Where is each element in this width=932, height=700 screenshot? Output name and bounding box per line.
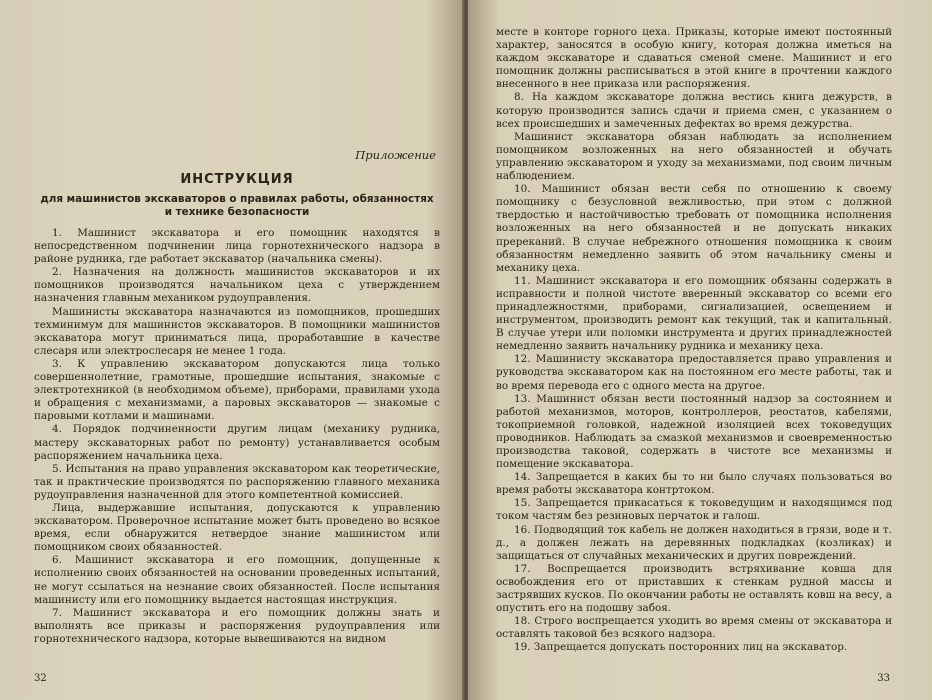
document-title: ИНСТРУКЦИЯ — [180, 172, 294, 187]
paragraph: 14. Запрещается в каких бы то ни было случаях пользоваться во время работы экскаватора контртоком. — [496, 471, 892, 497]
paragraph: 12. Машинисту экскаватора предоставляется право управления и руководства экскаватором как на постоянном его месте работы, так и во время перевода его с одного места на другое. — [496, 353, 892, 392]
page-number: 33 — [877, 673, 890, 684]
paragraph: месте в конторе горного цеха. Приказы, которые имеют постоянный характер, заносятся в особую книгу, которая должна иметься на каждом экскаваторе и сдаваться сменой смене. Машинист и его помощник должны расписываться в этой книге в прочтении каждого внесенного в нее приказа или распоряжения. — [496, 26, 892, 91]
paragraph: 2. Назначения на должность машинистов экскаваторов и их помощников производятся начальником цеха с утверждением назначения главным механиком рудоуправления. — [34, 266, 440, 305]
paragraph: Машинист экскаватора обязан наблюдать за исполнением помощником возложенных на него обязанностей и обучать управлению экскаватором и уходу за механизмами, под своим личным наблюдением. — [496, 130, 892, 183]
paragraph: 4. Порядок подчиненности другим лицам (механику рудника, мастеру экскаваторных работ по ремонту) устанавливается особым распоряжением начальника цеха. — [34, 423, 440, 462]
appendix-label: Приложение — [355, 148, 436, 162]
paragraph: 19. Запрещается допускать посторонних лиц на экскаватор. — [514, 641, 848, 654]
left-page — [0, 0, 464, 700]
paragraph: 10. Машинист обязан вести себя по отношению к своему помощнику с безусловной вежливостью, при этом с должной твердостью и настойчивостью требовать от помощника исполнения возложенных на него обязанностей и не допускать никаких пререканий. В случае небрежного отношения помощника к своим обязанностям немедленно заявить об этом начальнику смены и механику цеха. — [496, 183, 892, 274]
paragraph: 11. Машинист экскаватора и его помощник обязаны содержать в исправности и полной чистоте вверенный экскаватор со всеми его принадлежностями, приборами, сигнализацией, освещением и инструментом, производить ремонт как текущий, так и капитальный. В случае утери или поломки инструмента и других принадлежностей немедленно заявить начальнику рудника и механику цеха. — [496, 274, 892, 353]
paragraph: Машинисты экскаватора назначаются из помощников, прошедших техминимум для машинистов экскаваторов. В помощники машинистов экскаватора могут приниматься лица, проработавшие в качестве слесаря или электрослесаря не менее 1 года. — [34, 305, 440, 357]
paragraph: 6. Машинист экскаватора и его помощник, допущенные к исполнению своих обязанностей на основании проведенных испытаний, не могут ссылаться на незнание своих обязанностей. После испытания машинисту или его помощнику выдается настоящая инструкция. — [34, 554, 440, 606]
paragraph: 16. Подводящий ток кабель не должен находиться в грязи, воде и т. д., а должен лежать на деревянных подкладках (козликах) и защищаться от случайных механических и других повреждений. — [496, 523, 892, 562]
page-number: 32 — [34, 673, 47, 684]
paragraph: 5. Испытания на право управления экскаватором как теоретические, так и практические производятся по распоряжению главного механика рудоуправления назначенной для этого компетентной комиссией. — [34, 462, 440, 501]
paragraph: 18. Строго воспрещается уходить во время смены от экскаватора и оставлять таковой без всякого надзора. — [496, 615, 892, 641]
paragraph: Лица, выдержавшие испытания, допускаются к управлению экскаватором. Проверочное испытание может быть проведено во всякое время, если обнаружится нетвердое знание машинистом или помощником своих обязанностей. — [34, 501, 440, 554]
paragraph: 3. К управлению экскаватором допускаются лица только совершеннолетние, грамотные, прошедшие испытания, знакомые с электротехникой (в необходимом объеме), приборами, правилами ухода и обращения с механизмами, а паровых экскаваторов — знакомые с паровыми котлами и машинами. — [34, 357, 440, 423]
right-page — [468, 0, 932, 700]
paragraph: 15. Запрещается прикасаться к токоведущим и находящимся под током частям без резиновых перчаток и галош. — [496, 497, 892, 523]
paragraph: 13. Машинист обязан вести постоянный надзор за состоянием и работой механизмов, моторов, контроллеров, реостатов, кабелями, токоприемной головкой, надежной изоляцией всех токоведущих проводников. Наблюдать за смазкой механизмов и своевременностью производства таковой, содержать в чистоте все механизмы и помещение экскаватора. — [496, 392, 892, 471]
paragraph: 8. На каждом экскаваторе должна вестись книга дежурств, в которую производится запись сдачи и приема смен, с указанием о всех происшедших и замеченных дефектах во время дежурства. — [496, 91, 892, 130]
document-subtitle: для машинистов экскаваторов о правилах работы, обязанностях и технике безопасности — [40, 193, 434, 218]
paragraph: 1. Машинист экскаватора и его помощник находятся в непосредственном подчинении лица горнотехнического надзора в районе рудника, где работает экскаватор (начальника смены). — [34, 227, 440, 266]
paragraph: 7. Машинист экскаватора и его помощник должны знать и выполнять все приказы и распоряжения рудоуправления или горнотехнического надзора, которые вывешиваются на видном — [34, 606, 440, 645]
paragraph: 17. Воспрещается производить встряхивание ковша для освобождения его от приставших к стенкам рудной массы и застрявших кусков. По окончании работы не оставлять ковш на весу, а опустить его на подошву забоя. — [496, 562, 892, 615]
